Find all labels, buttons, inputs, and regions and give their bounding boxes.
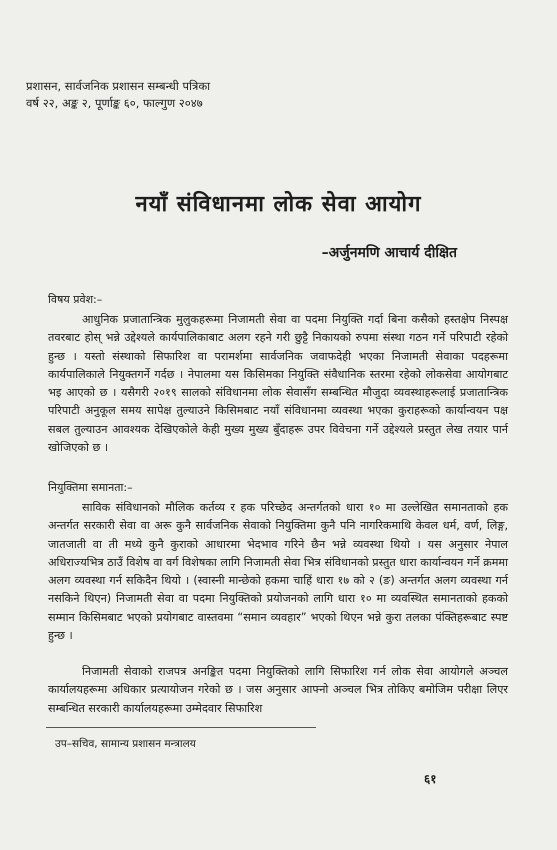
journal-issue: वर्ष २२, अङ्क २, पूर्णाङ्क ६०, फाल्गुण २०४७ xyxy=(26,96,203,110)
page-number: ६१ xyxy=(424,772,437,786)
section-heading-intro: विषय प्रवेश:– xyxy=(48,293,103,306)
paragraph-intro: आधुनिक प्रजातान्त्रिक मुलुकहरूमा निजामती सेवा वा पदमा नियुक्ति गर्दा बिना कसैको हस्तक्षेप निस्पक्ष तवरबाट होस् भन्ने उद्देश्यले कार्यपालिकाबाट अलग रहने गरी छुट्टै निकायको रुपमा संस्था गठन गर्ने परिपाटी रहेको हुन्छ । यस्तो संस्थाको सिफारिश वा परामर्शमा सार्वजनिक जवाफदेही भएका निजामती सेवाका पदहरूमा कार्यपालिकाले नियुक्तगर्ने गर्दछ । नेपालमा यस किसिमका नियुक्ति संवैधानिक स्तरमा रहेको लोकसेवा आयोगबाट भइ आएको छ । यसैगरी २०१९ सालको संविधानमा लोक सेवासँग सम्बन्धित मौजुदा व्यवस्थाहरूलाई प्रजातान्त्रिक परिपाटी अनुकूल समय सापेक्ष तुल्याउने किसिमबाट नयाँ संविधानमा व्यवस्था भएका कुराहरूको कार्यान्वयन पक्ष सबल तुल्याउन आवश्यक देखिएकोले केही मुख्य मुख्य बुँदाहरू उपर विवेचना गर्ने उद्देश्यले प्रस्तुत लेख तयार पार्न खोजिएको छ । xyxy=(48,313,508,455)
journal-header xyxy=(26,78,210,112)
paragraph-equality-2: निजामती सेवाको राजपत्र अनङ्कित पदमा नियुक्तिको लागि सिफारिश गर्न लोक सेवा आयोगले अञ्चल कार्यालयहरूमा अधिकार प्रत्यायोजन गरेको छ । जस अनुसार आफ्नो अञ्चल भित्र तोकिए बमोजिम परीक्षा लिएर सम्बन्धित सरकारी कार्यालयहरूमा उम्मेदवार सिफारिश xyxy=(48,665,508,715)
footnote-divider xyxy=(46,727,316,728)
section-heading-equality: नियुक्तिमा समानता:– xyxy=(48,481,133,494)
journal-name: प्रशासन, सार्वजनिक प्रशासन सम्बन्धी पत्रिका xyxy=(26,79,211,93)
article-author: –अर्जुनमणि आचार्य दीक्षित xyxy=(321,245,457,261)
article-title: नयाँ संविधानमा लोक सेवा आयोग xyxy=(135,191,422,217)
paragraph-equality-1: साविक संविधानको मौलिक कर्तव्य र हक परिच्छेद अन्तर्गतको धारा १० मा उल्लेखित समानताको हक अन्तर्गत सरकारी सेवा वा अरू कुनै सार्वजनिक सेवाको नियुक्तिमा कुनै पनि नागरिकमाथि केवल धर्म, वर्ण, लिङ्ग, जातजाती वा ती मध्ये कुनै कुराको आधारमा भेदभाव गरिने छैन भन्ने व्यवस्था थियो । यस अनुसार नेपाल अधिराज्यभित्र ठाउँ विशेष वा वर्ग विशेषका लागि निजामती सेवा भित्र संविधानको प्रस्तुत धारा कार्यान्वयन गर्ने क्रममा अलग व्यवस्था गर्न सकिदैन थियो । (स्वास्नी मान्छेको हकमा चाहिं धारा १७ को २ (ङ) अन्तर्गत अलग व्यवस्था गर्न नसकिने थिएन) निजामती सेवा वा पदमा नियुक्तिको प्रयोजनको लागि धारा १० मा व्यवस्थित समानताको हकको सम्मान किसिमबाट भएको प्रयोगबाट वास्तवमा “समान व्यवहार” भएको थिएन भन्ने कुरा तलका पंक्तिहरूबाट स्पष्ट हुन्छ । xyxy=(48,501,508,643)
author-footnote: उप–सचिव, सामान्य प्रशासन मन्त्रालय xyxy=(55,738,196,750)
